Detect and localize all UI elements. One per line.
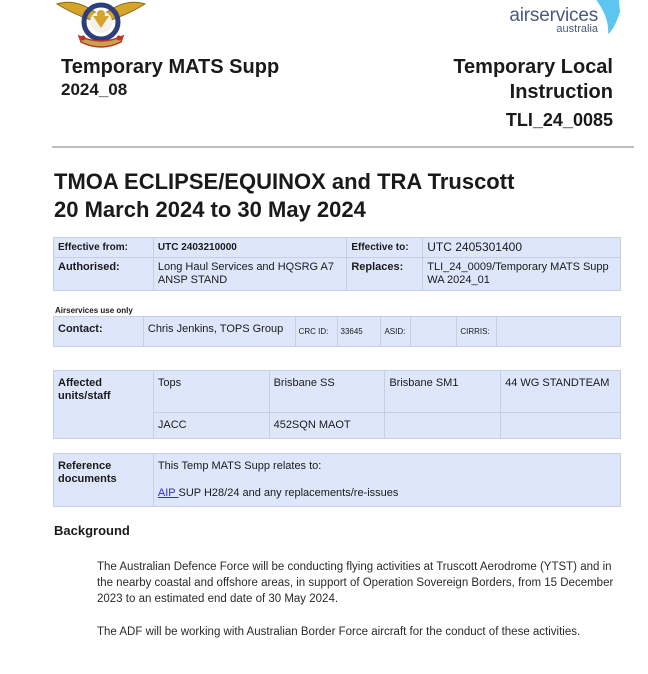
background-paragraph: The ADF will be working with Australian Border Force aircraft for the conduct of these activities.: [97, 626, 581, 638]
background-paragraph: The Australian Defence Force will be conducting flying activities at Truscott Aerodrome (YTST) and in the nearby coastal and offshore areas, in support of Operation Sovereign Borders, from 15 December 2023 to an estimated end date of 30 May 2024.: [97, 561, 614, 605]
affected-unit-cell: 452SQN MAOT: [269, 413, 385, 439]
affected-units-label: Affected units/staff: [54, 371, 154, 439]
affected-unit-cell: [385, 413, 501, 439]
contact-label: Contact:: [54, 317, 144, 347]
logo-wordmark-main: airservices: [509, 5, 598, 26]
cirris-label: CIRRIS:: [457, 317, 497, 347]
tli-header: [453, 55, 613, 133]
background-heading: Background: [54, 523, 130, 538]
table-row: [54, 454, 621, 507]
table-row: [54, 238, 621, 258]
replaces-value: TLI_24_0009/Temporary MATS Supp WA 2024_01: [423, 258, 621, 291]
contact-table: [53, 316, 621, 347]
document-title: [54, 168, 514, 224]
affected-unit-cell: Brisbane SM1: [385, 371, 501, 413]
reference-documents-content: [153, 454, 620, 507]
airservices-australia-logo: [488, 0, 628, 42]
header-divider: [52, 146, 634, 148]
crc-id-value: 33645: [337, 317, 381, 347]
aip-link[interactable]: AIP: [157, 487, 179, 499]
tli-title-line1: Temporary Local: [453, 56, 613, 78]
affected-unit-cell: JACC: [153, 413, 269, 439]
effective-to-label: Effective to:: [347, 238, 423, 258]
tli-title-line2: Instruction: [509, 81, 613, 103]
contact-value: Chris Jenkins, TOPS Group: [143, 317, 295, 347]
airservices-use-only-note: Airservices use only: [55, 306, 133, 315]
table-row: [54, 371, 621, 413]
cirris-value: [497, 317, 621, 347]
asid-label: ASID:: [381, 317, 411, 347]
affected-units-table: [53, 370, 621, 439]
effective-to-value: UTC 2405301400: [423, 238, 621, 258]
raaf-crest-logo: [55, 0, 147, 52]
authorised-label: Authorised:: [54, 258, 154, 291]
mats-supp-title: Temporary MATS Supp: [61, 56, 280, 78]
reference-item: [158, 487, 616, 500]
effective-from-label: Effective from:: [54, 238, 154, 258]
reference-item-text: SUP H28/24 and any replacements/re-issues: [178, 487, 399, 499]
table-row: [54, 258, 621, 291]
affected-unit-cell: Brisbane SS: [269, 371, 385, 413]
affected-unit-cell: [501, 413, 621, 439]
logo-wordmark-sub: australia: [556, 23, 598, 35]
reference-documents-table: [53, 453, 621, 507]
reference-intro: This Temp MATS Supp relates to:: [157, 460, 322, 472]
document-title-line1: TMOA ECLIPSE/EQUINOX and TRA Truscott: [54, 169, 515, 194]
effective-from-value: UTC 2403210000: [153, 238, 346, 258]
details-table: [53, 237, 621, 291]
affected-unit-cell: 44 WG STANDTEAM: [501, 371, 621, 413]
reference-documents-label: Reference documents: [54, 454, 154, 507]
table-row: [54, 317, 621, 347]
replaces-label: Replaces:: [347, 258, 423, 291]
asid-value: [411, 317, 457, 347]
authorised-value: Long Haul Services and HQSRG A7 ANSP STAND: [153, 258, 346, 291]
crc-id-label: CRC ID:: [295, 317, 337, 347]
tli-number: TLI_24_0085: [505, 110, 613, 130]
mats-supp-number: 2024_08: [61, 80, 128, 99]
document-title-line2: 20 March 2024 to 30 May 2024: [54, 197, 366, 222]
affected-unit-cell: Tops: [153, 371, 269, 413]
